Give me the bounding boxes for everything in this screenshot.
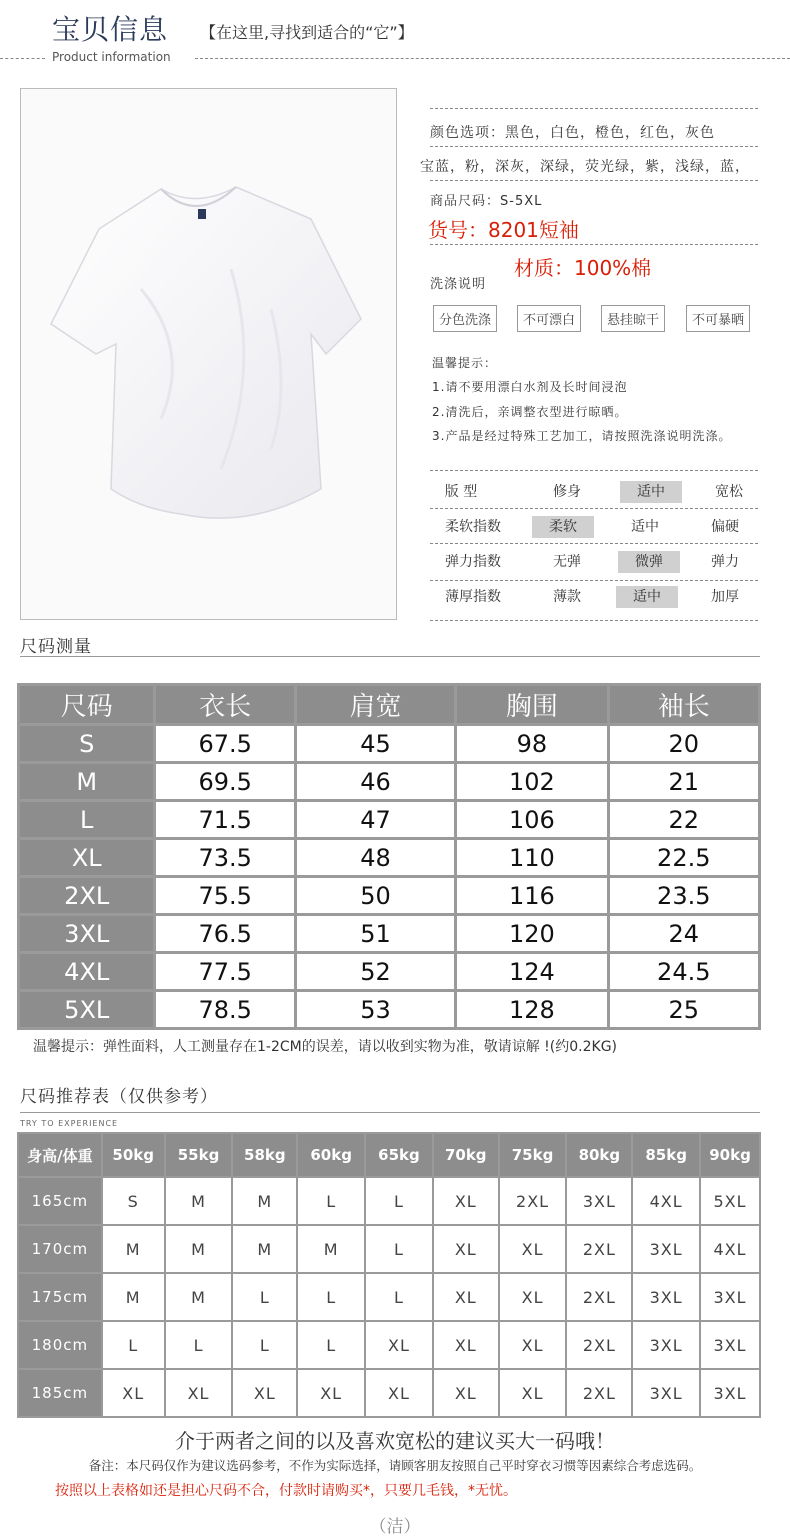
table-row [19,725,760,763]
table-cell: 52 [295,953,455,991]
table-cell: 25 [608,991,759,1029]
tip-3: 3.产品是经过特殊工艺加工，请按照洗涤说明洗涤。 [432,429,732,443]
table-cell: 71.5 [155,801,295,839]
height-cell: 175cm [18,1273,102,1321]
table-row [18,1225,760,1273]
table-cell: 120 [456,915,608,953]
header-cell: 90kg [700,1133,760,1177]
wash-no-sun: 不可暴晒 [686,305,750,332]
table-row [18,1321,760,1369]
attr-row-fit [430,475,758,511]
page-title: 宝贝信息 [52,13,169,46]
table-cell: XL [433,1369,499,1417]
table-cell: 2XL [566,1321,632,1369]
attr-option-selected: 适中 [616,586,678,608]
table-cell: 3XL [700,1273,760,1321]
tips-title: 温馨提示： [432,356,498,370]
table-cell: 50 [295,877,455,915]
wash-title: 洗涤说明 [430,277,487,292]
table-row [18,1369,760,1417]
size-cell: XL [19,839,155,877]
table-cell: M [165,1225,233,1273]
height-cell: 170cm [18,1225,102,1273]
recommendation-table [17,1132,761,1418]
table-cell: 3XL [632,1321,700,1369]
table-cell: L [165,1321,233,1369]
table-cell: 51 [295,915,455,953]
table-cell: 47 [295,801,455,839]
table-cell: 75.5 [155,877,295,915]
table-cell: M [102,1273,165,1321]
header-cell: 肩宽 [295,685,455,725]
table-cell: L [232,1321,297,1369]
header-cell: 55kg [165,1133,233,1177]
attr-option: 弹力 [711,554,739,570]
table-cell: XL [499,1273,567,1321]
header-divider-right [195,58,790,59]
table-cell: 77.5 [155,953,295,991]
info-divider [430,244,758,245]
header-cell: 60kg [297,1133,365,1177]
table-cell: 110 [456,839,608,877]
attr-label: 弹力指数 [445,554,501,570]
attr-option: 薄款 [553,589,581,605]
table-cell: M [232,1177,297,1225]
table-cell: L [232,1273,297,1321]
table-cell: M [165,1177,233,1225]
page-title-english: Product information [52,50,171,64]
table-cell: XL [433,1225,499,1273]
table-cell: 24 [608,915,759,953]
table-cell: 98 [456,725,608,763]
attr-divider [430,470,758,471]
header-cell: 衣长 [155,685,295,725]
table-cell: 2XL [566,1369,632,1417]
size-table [17,683,761,1030]
attr-row-elasticity [430,545,758,581]
height-cell: 165cm [18,1177,102,1225]
table-cell: 3XL [700,1321,760,1369]
table-cell: 2XL [499,1177,567,1225]
tshirt-image [21,89,396,619]
size-table-header [19,685,760,725]
rec-section-title: 尺码推荐表（仅供参考） [20,1087,218,1107]
header-cell: 58kg [232,1133,297,1177]
table-cell: 69.5 [155,763,295,801]
table-cell: XL [365,1321,433,1369]
info-divider [430,180,758,181]
header-cell: 70kg [433,1133,499,1177]
rec-section-small: TRY TO EXPERIENCE [20,1119,119,1128]
attr-option: 修身 [553,484,581,500]
header-cell: 65kg [365,1133,433,1177]
table-cell: L [102,1321,165,1369]
info-divider [430,108,758,109]
attr-label: 薄厚指数 [445,589,501,605]
table-cell: L [297,1321,365,1369]
header-cell: 80kg [566,1133,632,1177]
attr-option-selected: 微弹 [618,551,680,573]
height-cell: 185cm [18,1369,102,1417]
table-row [19,877,760,915]
table-row [18,1273,760,1321]
table-cell: XL [433,1273,499,1321]
wash-hang-dry: 悬挂晾干 [601,305,665,332]
table-row [19,839,760,877]
table-cell: XL [499,1225,567,1273]
size-section-title: 尺码测量 [20,637,92,657]
section-rule [20,656,760,657]
table-cell: M [297,1225,365,1273]
remark-text: 备注：本尺码仅作为建议选码参考，不作为实际选择，请顾客朋友按照自己平时穿衣习惯等因素综合考虑选码。 [88,1458,702,1473]
table-cell: XL [499,1321,567,1369]
table-cell: XL [102,1369,165,1417]
table-row [19,991,760,1029]
table-cell: 76.5 [155,915,295,953]
page-subtitle: 【在这里,寻找到适合的“它”】 [200,23,414,42]
table-cell: 5XL [700,1177,760,1225]
table-cell: 67.5 [155,725,295,763]
wash-separate-colors: 分色洗涤 [433,305,497,332]
table-cell: 3XL [632,1225,700,1273]
wash-no-bleach: 不可漂白 [517,305,581,332]
size-cell: 4XL [19,953,155,991]
material: 材质：100%棉 [514,256,652,280]
section-rule [20,1112,760,1113]
advice-text: 介于两者之间的以及喜欢宽松的建议买大一码哦！ [175,1429,615,1453]
rec-table-header [18,1133,760,1177]
table-cell: 102 [456,763,608,801]
attr-label: 版 型 [444,484,478,500]
table-row [19,915,760,953]
height-cell: 180cm [18,1321,102,1369]
table-cell: XL [433,1321,499,1369]
red-notice: 按照以上表格如还是担心尺码不合，付款时请购买*，只要几毛钱，*无忧。 [55,1483,517,1499]
attr-row-thickness [430,580,758,616]
table-cell: 78.5 [155,991,295,1029]
table-cell: 3XL [700,1369,760,1417]
size-cell: 2XL [19,877,155,915]
header-cell: 袖长 [608,685,759,725]
product-photo [20,88,397,620]
table-cell: S [102,1177,165,1225]
table-cell: 4XL [700,1225,760,1273]
table-cell: 3XL [632,1273,700,1321]
table-cell: L [297,1177,365,1225]
table-cell: 3XL [632,1369,700,1417]
header-divider-left [0,58,45,59]
size-cell: 5XL [19,991,155,1029]
table-cell: M [165,1273,233,1321]
attr-divider [430,620,758,621]
size-cell: M [19,763,155,801]
attr-option: 加厚 [711,589,739,605]
color-options-line1: 颜色选项：黑色，白色，橙色，红色，灰色 [430,125,715,141]
table-cell: 45 [295,725,455,763]
table-row [19,763,760,801]
table-cell: L [365,1273,433,1321]
size-note: 温馨提示：弹性面料，人工测量存在1-2CM的误差，请以收到实物为准，敬请谅解 !(约0.2KG) [33,1039,617,1055]
table-cell: M [232,1225,297,1273]
attr-option: 适中 [631,519,659,535]
bottom-mark: （洁） [369,1517,421,1537]
attr-option: 无弹 [553,554,581,570]
table-cell: 2XL [566,1273,632,1321]
header-cell: 85kg [632,1133,700,1177]
header-cell: 尺码 [19,685,155,725]
table-cell: 23.5 [608,877,759,915]
table-cell: L [365,1177,433,1225]
table-cell: 2XL [566,1225,632,1273]
attr-option: 偏硬 [711,519,739,535]
tip-2: 2.清洗后，亲调整衣型进行晾晒。 [432,405,628,419]
table-cell: 48 [295,839,455,877]
table-row [19,801,760,839]
header-cell: 胸围 [456,685,608,725]
attr-label: 柔软指数 [445,519,501,535]
table-cell: XL [165,1369,233,1417]
table-cell: 24.5 [608,953,759,991]
tip-1: 1.请不要用漂白水剂及长时间浸泡 [432,380,628,394]
table-cell: 3XL [566,1177,632,1225]
header-cell: 75kg [499,1133,567,1177]
table-cell: 46 [295,763,455,801]
header-cell: 身高/体重 [18,1133,102,1177]
attr-row-softness [430,510,758,546]
table-cell: 20 [608,725,759,763]
item-number: 货号：8201短袖 [428,218,579,242]
table-cell: 22 [608,801,759,839]
size-cell: S [19,725,155,763]
attr-divider [430,543,758,544]
size-cell: 3XL [19,915,155,953]
attr-option-selected: 柔软 [532,516,594,538]
table-cell: XL [297,1369,365,1417]
table-cell: L [365,1225,433,1273]
table-cell: 128 [456,991,608,1029]
color-options-line2: 宝蓝，粉，深灰，深绿，荧光绿，紫，浅绿，蓝， [420,159,750,175]
table-cell: 22.5 [608,839,759,877]
table-cell: XL [232,1369,297,1417]
table-cell: XL [433,1177,499,1225]
attr-option: 宽松 [715,484,743,500]
table-cell: 116 [456,877,608,915]
table-row [19,953,760,991]
attr-option-selected: 适中 [620,481,682,503]
table-cell: 21 [608,763,759,801]
table-cell: M [102,1225,165,1273]
table-cell: 106 [456,801,608,839]
attr-divider [430,508,758,509]
info-divider [430,146,758,147]
table-cell: XL [365,1369,433,1417]
table-cell: L [297,1273,365,1321]
header-cell: 50kg [102,1133,165,1177]
table-cell: 73.5 [155,839,295,877]
table-cell: 4XL [632,1177,700,1225]
size-range: 商品尺码：S-5XL [430,194,543,209]
table-cell: XL [499,1369,567,1417]
size-cell: L [19,801,155,839]
table-row [18,1177,760,1225]
table-cell: 124 [456,953,608,991]
table-cell: 53 [295,991,455,1029]
